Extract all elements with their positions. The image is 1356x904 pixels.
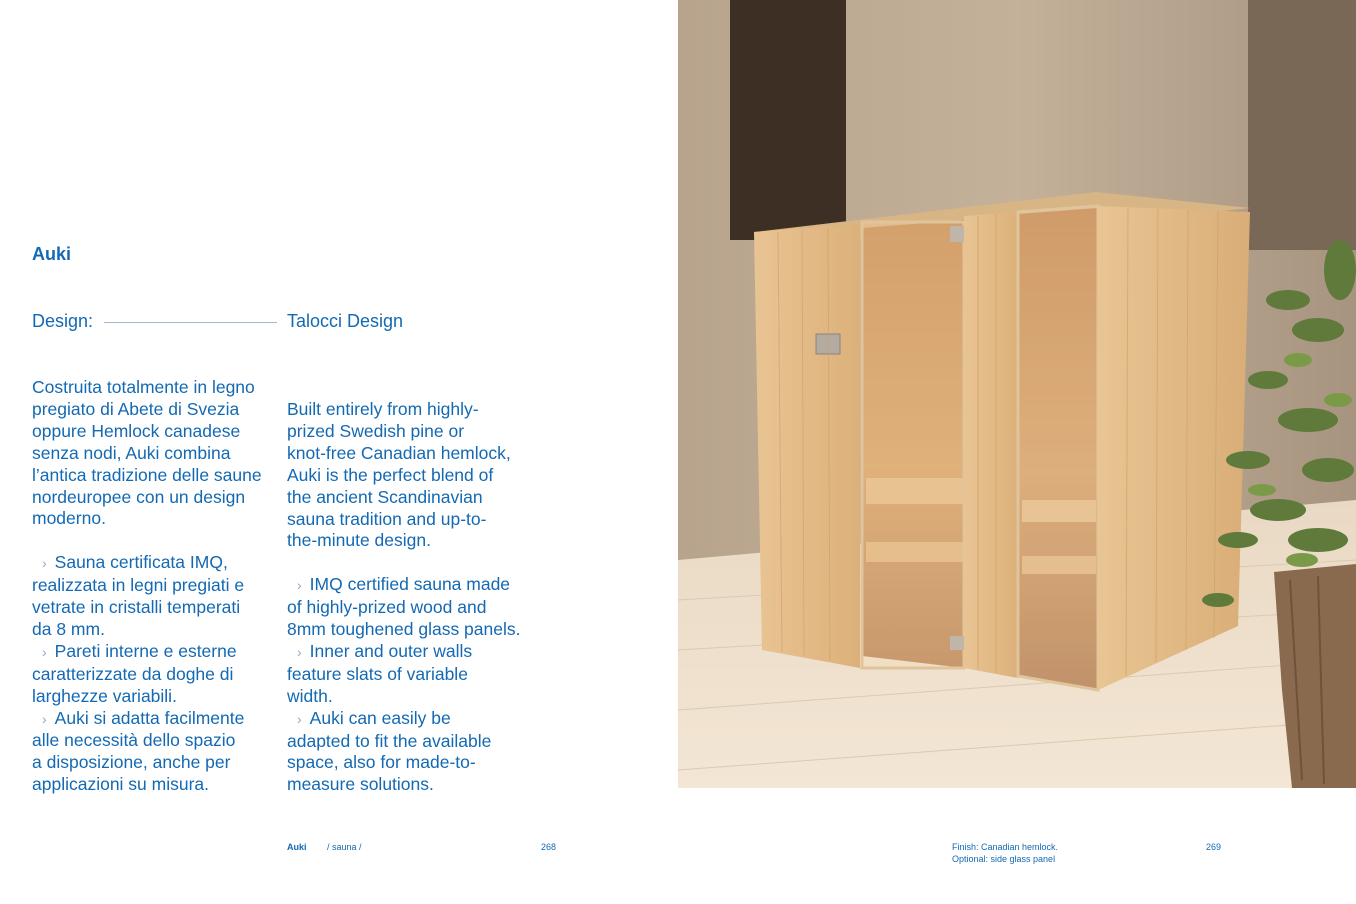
text-line: oppure Hemlock canadese: [32, 420, 241, 441]
text-line: applicazioni su misura.: [32, 774, 210, 795]
photo-caption-optional: Optional: side glass panel: [952, 854, 1056, 864]
sauna-photo: [678, 0, 1356, 788]
chevron-right-icon: ›: [297, 710, 302, 727]
text-line: larghezze variabili.: [32, 685, 177, 706]
bullet-line: › Pareti interne e esterne: [42, 640, 237, 661]
text-line: Built entirely from highly-: [287, 399, 479, 419]
text-line: moderno.: [32, 508, 106, 529]
product-title: Auki: [32, 244, 72, 264]
text-line: knot-free Canadian hemlock,: [287, 442, 511, 463]
text-line: the-minute design.: [287, 530, 431, 551]
chevron-right-icon: ›: [297, 577, 302, 594]
page-number-right: 269: [1206, 842, 1222, 852]
design-leader-line: [104, 322, 277, 323]
chevron-right-icon: ›: [42, 710, 47, 727]
photo-caption-finish: Finish: Canadian hemlock.: [952, 842, 1059, 852]
design-value: Talocci Design: [287, 311, 404, 331]
bullet-line: › IMQ certified sauna made: [297, 574, 511, 595]
text-line: of highly-prized wood and: [287, 597, 487, 618]
text-line: width.: [287, 685, 333, 706]
bullet-line: › Auki si adatta facilmente: [42, 707, 245, 728]
english-description: [287, 399, 537, 796]
text-line: measure solutions.: [287, 774, 434, 795]
text-line: alle necessità dello spazio: [32, 730, 236, 751]
text-line: the ancient Scandinavian: [287, 486, 483, 507]
text-line: senza nodi, Auki combina: [32, 442, 231, 463]
footer-section: / sauna /: [327, 842, 362, 852]
bullet-line: › Sauna certificata IMQ,: [42, 552, 228, 573]
text-line: vetrate in cristalli temperati: [32, 597, 241, 618]
text-line: Costruita totalmente in legno: [32, 377, 255, 397]
text-line: sauna tradition and up-to-: [287, 508, 487, 529]
bullet-line: › Auki can easily be: [297, 707, 451, 728]
text-line: caratterizzate da doghe di: [32, 663, 234, 684]
chevron-right-icon: ›: [42, 555, 47, 572]
text-line: pregiato di Abete di Svezia: [32, 398, 240, 419]
text-line: space, also for made-to-: [287, 752, 476, 773]
bullet-line: › Inner and outer walls: [297, 640, 473, 661]
text-line: nordeuropee con un design: [32, 486, 246, 507]
text-line: a disposizione, anche per: [32, 752, 231, 773]
text-line: Auki is the perfect blend of: [287, 464, 494, 485]
text-line: adapted to fit the available: [287, 730, 492, 751]
text-line: feature slats of variable: [287, 663, 468, 684]
page-number-left: 268: [541, 842, 557, 852]
text-line: da 8 mm.: [32, 618, 105, 639]
italian-description: [32, 377, 280, 796]
design-label: Design:: [32, 311, 94, 331]
text-line: realizzata in legni pregiati e: [32, 575, 245, 596]
text-line: 8mm toughened glass panels.: [287, 619, 521, 640]
text-line: prized Swedish pine or: [287, 420, 465, 441]
chevron-right-icon: ›: [42, 643, 47, 660]
chevron-right-icon: ›: [297, 643, 302, 660]
footer-product-name: Auki: [287, 842, 307, 852]
text-line: l’antica tradizione delle saune: [32, 464, 262, 485]
